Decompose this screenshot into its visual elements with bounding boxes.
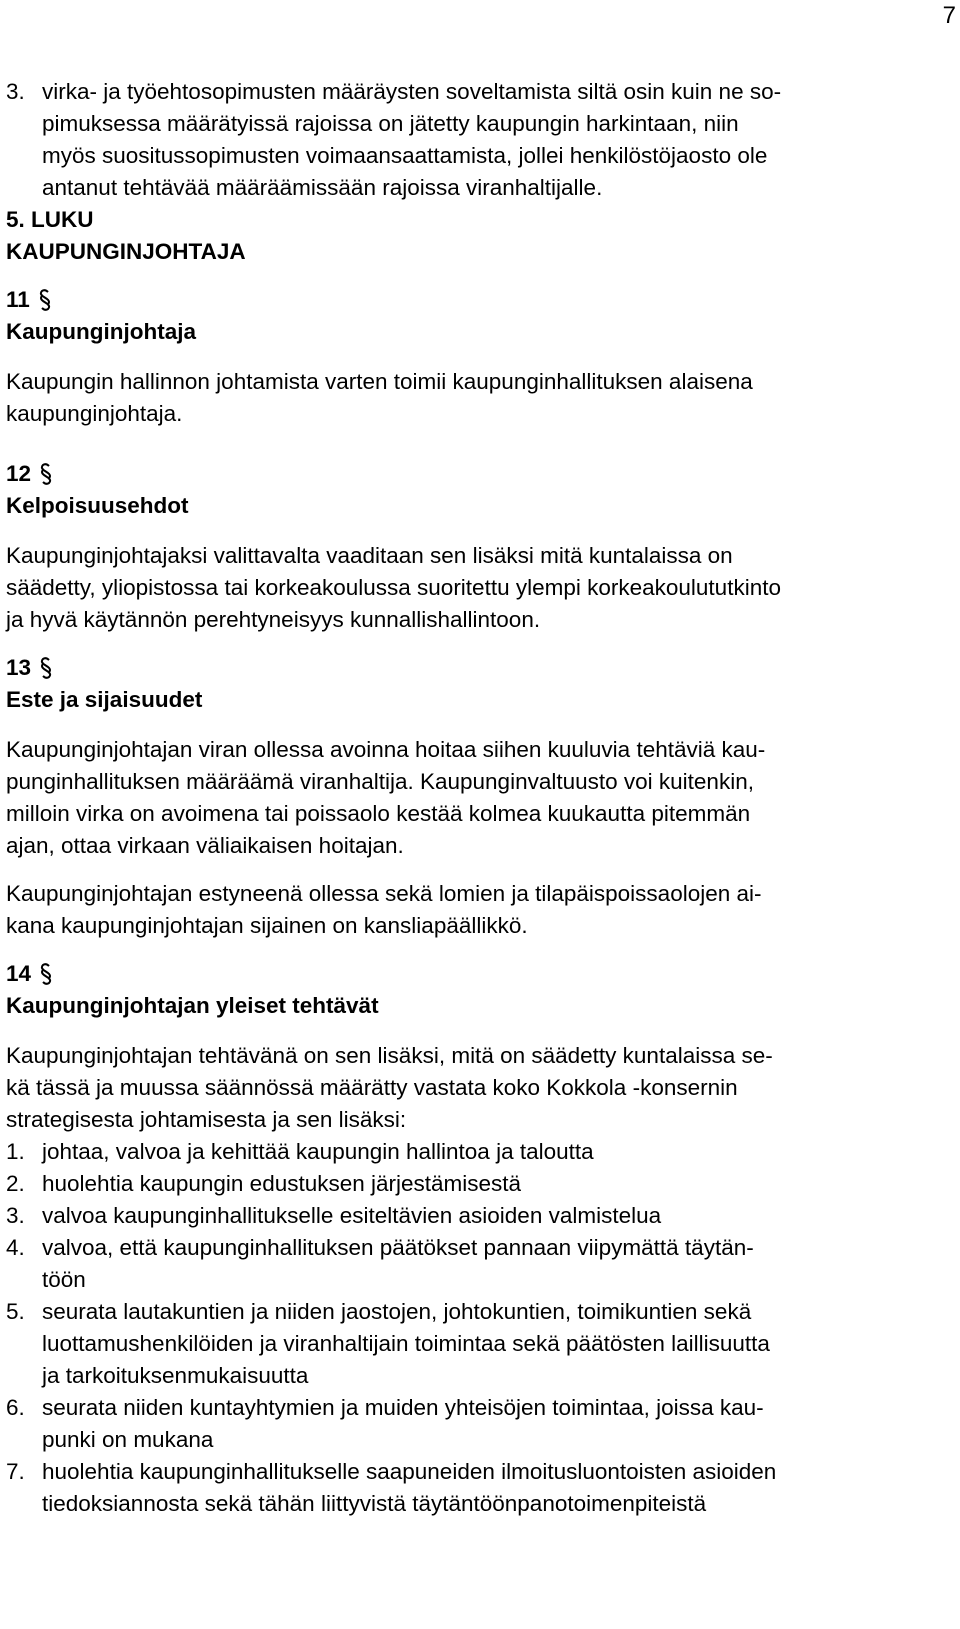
document-body (6, 76, 954, 1520)
list-item: 7. huolehtia kaupunginhallitukselle saapuneiden ilmoitusluontoisten asioiden tiedoksiannosta sekä tähän liittyvistä täytäntöönpanotoimenpiteistä (6, 1459, 777, 1516)
section-number-11: 11 (6, 284, 954, 316)
section-title-11: Kaupunginjohtaja (6, 319, 196, 344)
section-title-14: Kaupunginjohtajan yleiset tehtävät (6, 993, 379, 1018)
list-item: 5. seurata lautakuntien ja niiden jaostojen, johtokuntien, toimikuntien sekä luottamushenkilöiden ja viranhaltijain toimintaa sekä päätösten laillisuutta ja tarkoituksenmukaisuutta (6, 1299, 770, 1388)
section-title-12: Kelpoisuusehdot (6, 493, 189, 518)
section-paragraph: Kaupunginjohtajan viran ollessa avoinna hoitaa siihen kuuluvia tehtäviä kau- punginhallituksen määräämä viranhaltija. Kaupunginvaltuusto voi kuitenkin, milloin virka on avoimena tai poissaolo kestää kolmea kuukautta pitemmän ajan, ottaa virkaan väliaikaisen hoitajan. (6, 737, 766, 858)
duties-list (6, 1136, 954, 1520)
chapter-number: 5. LUKU (6, 207, 94, 232)
section-sign-icon (38, 289, 52, 311)
section-number-13: 13 (6, 652, 954, 684)
section-sign-icon (39, 963, 53, 985)
section-paragraph: Kaupunginjohtajaksi valittavalta vaaditaan sen lisäksi mitä kuntalaissa on säädetty, yliopistossa tai korkeakoulussa suoritettu ylempi korkeakoulututkinto ja hyvä käytännön perehtyneisyys kunnallishallintoon. (6, 543, 781, 632)
section-sign-icon (39, 463, 53, 485)
section-paragraph: Kaupunginjohtajan estyneenä ollessa sekä lomien ja tilapäispoissaolojen ai- kana kaupunginjohtajan sijainen on kansliapäällikkö. (6, 881, 762, 938)
intro-list-item (6, 76, 954, 204)
section-paragraph: Kaupunginjohtajan tehtävänä on sen lisäksi, mitä on säädetty kuntalaissa se- kä tässä ja muussa säännössä määrätty vastata koko Kokkola -konsernin strategisesta johtamisesta ja sen lisäksi: (6, 1043, 773, 1132)
chapter-title: KAUPUNGINJOHTAJA (6, 239, 246, 264)
list-item: 3. valvoa kaupunginhallitukselle esiteltävien asioiden valmistelua (6, 1203, 662, 1228)
list-item: 1. johtaa, valvoa ja kehittää kaupungin hallintoa ja taloutta (6, 1139, 594, 1164)
section-number-12: 12 (6, 458, 954, 490)
list-item-text: virka- ja työehtosopimusten määräysten soveltamista siltä osin kuin ne so- pimuksessa määrätyissä rajoissa on jätetty kaupungin harkintaan, niin myös suositussopimusten voimaansaattamista, jollei henkilöstöjaosto ole antanut tehtävää määräämissään rajoissa viranhaltijalle. (42, 79, 782, 200)
list-item-number: 3. (6, 79, 25, 104)
section-paragraph: Kaupungin hallinnon johtamista varten toimii kaupunginhallituksen alaisena kaupunginjohtaja. (6, 369, 753, 426)
section-title-13: Este ja sijaisuudet (6, 687, 203, 712)
page-number: 7 (942, 2, 956, 29)
section-sign-icon (39, 657, 53, 679)
list-item: 4. valvoa, että kaupunginhallituksen päätökset pannaan viipymättä täytän- töön (6, 1235, 754, 1292)
list-item: 6. seurata niiden kuntayhtymien ja muiden yhteisöjen toimintaa, joissa kau- punki on mukana (6, 1395, 764, 1452)
list-item: 2. huolehtia kaupungin edustuksen järjestämisestä (6, 1171, 522, 1196)
section-number-14: 14 (6, 958, 954, 990)
